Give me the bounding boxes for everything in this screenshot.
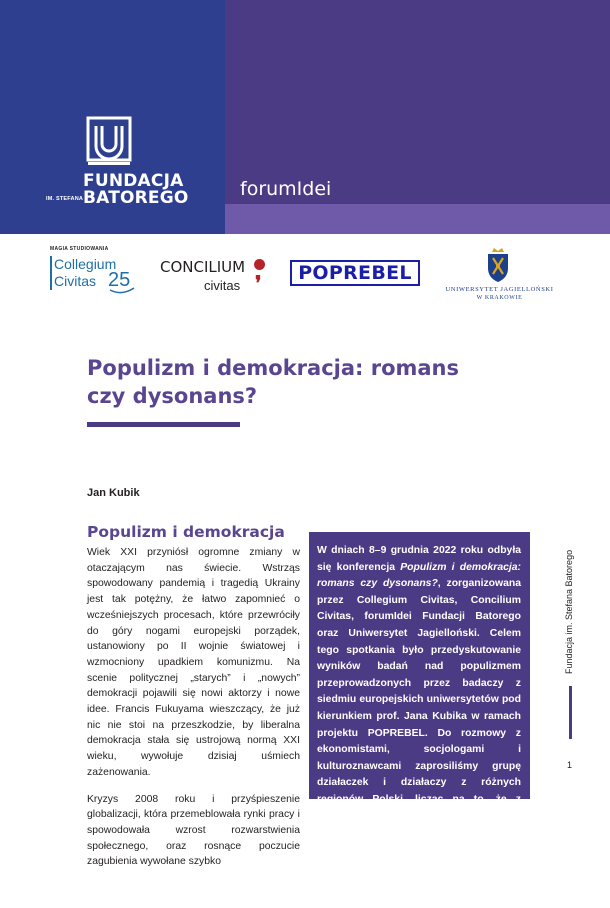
body-paragraph-1: Wiek XXI przyniósł ogromne zmiany w otaczającym nas świecie. Wstrząs spowodowany pandemią i tragedią Ukrainy jest tak potężny, że łatwo zapomnieć o wcześniejszych procesach, które przewróciły do góry nogami europejski porządek, ustanowiony po II wojnie światowej i wzmocniony upadkiem komunizmu. Na scenie politycznej „starych” i „nowych” demokracji pojawili się nowi aktorzy i nowe idee. Francis Fukuyama wieszczący, że już nic nie stoi na przeszkodzie, by liberalna demokracja stała się ustrojową normą XXI wieku, wywołuje dzisiaj uśmiech zażenowania. — [87, 547, 300, 778]
collegium-line1: Collegium — [54, 256, 117, 272]
collegium-civitas-logo — [50, 246, 140, 306]
svg-text:25: 25 — [108, 269, 131, 291]
anniversary-25-icon — [106, 262, 138, 294]
fundacja-small-line: IM. STEFANA — [46, 196, 84, 202]
concilium-dot-icon — [254, 259, 265, 270]
conference-info-text — [317, 543, 521, 908]
info-text-part2: , zorganizowana przez Collegium Civitas, Concilium Civitas, forumIdei Fundacji Batorego oraz Uniwersytet Jagielloński. Celem tego spotkania było przedyskutowanie wyników badań nad populizmem przeprowadzonych przez badaczy z siedmiu europejskich uniwersytetów pod kierunkiem prof. Jana Kubika w ramach projektu POPREBEL. Do rozmowy z ekonomistami, socjologami i kulturoznawcami zaprosiliśmy grupę działaczek i działaczy z różnych regionów Polski, licząc na to, że z połączenia mądrości praktyków i refleksji badaczy wyłonią się nowe, oryginalne pomysły na takie rozwiązania, które pomogą przeciwdziałać tak przyczynom, jak i skutkom zwycięstw populistycznych polityków. — [317, 578, 521, 905]
fundacja-line1: FUNDACJA — [83, 171, 184, 191]
document-title: Populizm i demokracja: romans czy dysonans? — [87, 356, 460, 408]
collegium-bar — [50, 256, 52, 290]
section-title: Populizm i demokracja — [87, 523, 285, 541]
body-paragraph-2: Kryzys 2008 roku i przyśpieszenie globalizacji, która przemeblowała rynki pracy i spowodowała wzrost rozwarstwienia społecznego, oraz rosnące poczucie zagubienia wywołane szybko — [87, 793, 300, 868]
info-text-italic: Populizm i demokracja: romans czy dysonans? — [317, 561, 522, 590]
page-number: 1 — [567, 760, 573, 770]
margin-line — [569, 686, 572, 739]
author-name: Jan Kubik — [87, 487, 140, 499]
uj-crest-icon — [485, 246, 511, 284]
uj-line1: UNIWERSYTET JAGIELLOŃSKI — [445, 286, 554, 293]
fundacja-logo-icon — [86, 116, 132, 168]
uniwersytet-jagiellonski-logo — [432, 244, 567, 308]
poprebel-logo: POPREBEL — [290, 260, 420, 286]
forumidei-title: forumIdei — [240, 178, 332, 200]
concilium-line2: civitas — [204, 278, 241, 293]
concilium-line1: CONCILIUM — [160, 258, 246, 276]
collegium-line2: Civitas — [54, 273, 97, 289]
fundacja-line2: BATOREGO — [83, 188, 189, 208]
margin-label: Fundacja im. Stefana Batorego — [564, 549, 574, 674]
concilium-civitas-logo — [160, 256, 270, 296]
fundacja-batorego-logo — [46, 116, 189, 216]
body-column — [87, 545, 300, 881]
partner-logos-row — [0, 238, 610, 308]
concilium-comma-icon: ❜ — [255, 273, 262, 295]
uj-line2: W KRAKOWIE — [476, 295, 523, 301]
collegium-tagline: MAGIA STUDIOWANIA — [50, 246, 109, 252]
header-band — [225, 204, 610, 234]
title-rule — [87, 422, 240, 427]
info-text-part1: W dniach 8–9 grudnia 2022 roku odbyła się konferencja — [317, 545, 521, 573]
conference-info-box — [309, 532, 530, 905]
